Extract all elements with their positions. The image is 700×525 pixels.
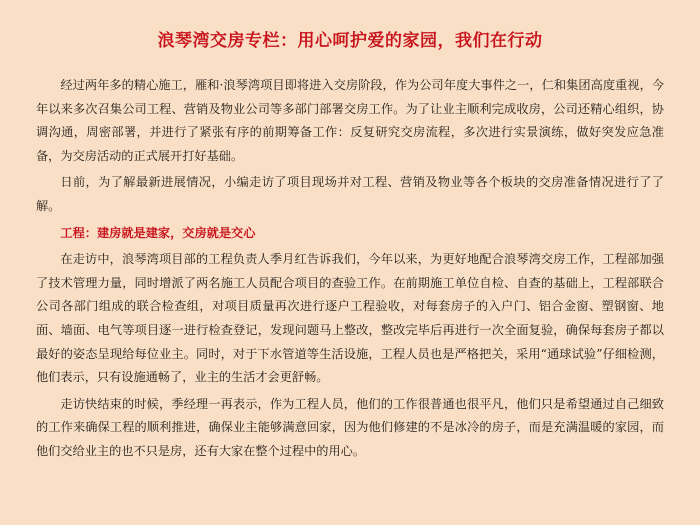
article-title: 浪琴湾交房专栏：用心呵护爱的家园，我们在行动: [157, 31, 543, 51]
progress-paragraph: 日前，为了解最新进展情况，小编走访了项目现场并对工程、营销及物业等各个板块的交房准备情况进行了了解。: [36, 175, 664, 213]
closing-paragraph: 走访快结束的时候，季经理一再表示，作为工程人员，他们的工作很普通也很平凡，他们只是希望通过自己细致的工作来确保工程的顺利推进，确保业主能够满意回家，因为他们修建的不是冰冷的房子，而是充满温暖的家园，而他们交给业主的也不只是房，还有大家在整个过程中的用心。: [36, 396, 664, 458]
intro-paragraph: 经过两年多的精心施工，雁和·浪琴湾项目即将进入交房阶段，作为公司年度大事件之一，仁和集团高度重视，今年以来多次召集公司工程、营销及物业公司等多部门部署交房工作。为了让业主顺利完成收房，公司还精心组织，协调沟通，周密部署，并进行了紧张有序的前期筹备工作：反复研究交房流程，多次进行实景演练，做好突发应急准备，为交房活动的正式展开打好基础。: [36, 78, 664, 163]
section-heading-engineering: 工程：建房就是建家，交房就是交心: [60, 225, 256, 240]
engineering-paragraph: 在走访中，浪琴湾项目部的工程负责人季月红告诉我们，今年以来，为更好地配合浪琴湾交房工作，工程部加强了技术管理力量，同时增派了两名施工人员配合项目的查验工作。在前期施工单位自检、自查的基础上，工程部联合公司各部门组成的联合检查组，对项目质量再次进行逐户工程验收，对每套房子的入户门、铝合金窗、塑钢窗、地面、墙面、电气等项目逐一进行检查登记，发现问题马上整改，整改完毕后再进行一次全面复验，确保每套房子都以最好的姿态呈现给每位业主。同时，对于下水管道等生活设施，工程人员也是严格把关，采用“通球试验”仔细检测，他们表示，只有设施通畅了，业主的生活才会更舒畅。: [36, 252, 664, 385]
